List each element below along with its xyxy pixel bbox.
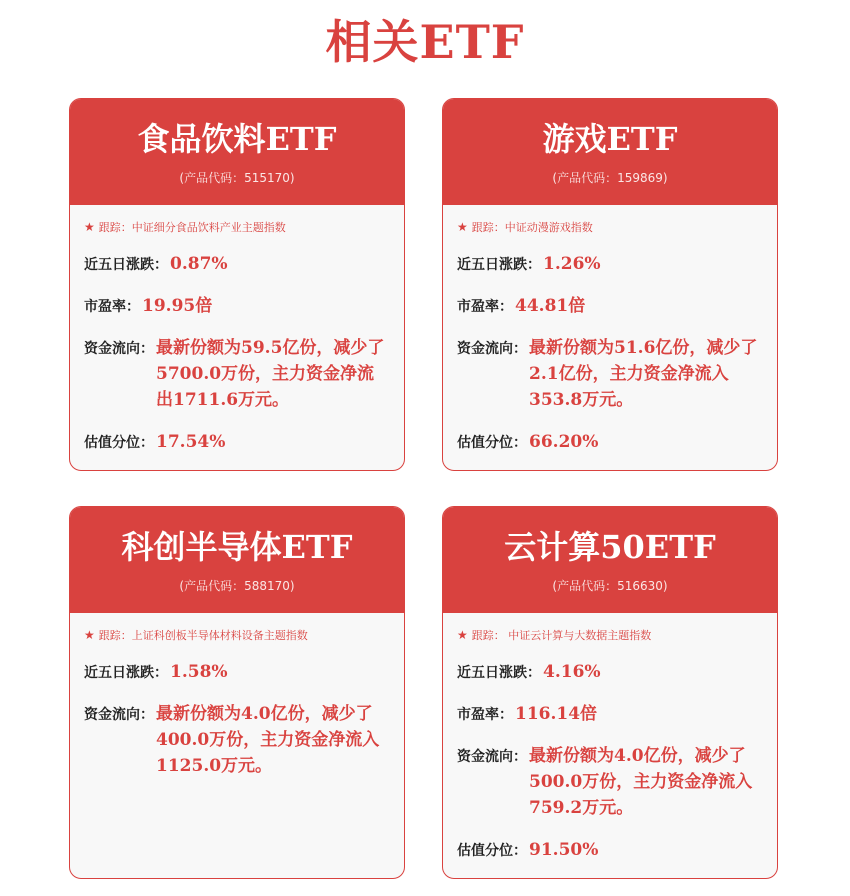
etf-card-semiconductor[interactable] [69, 506, 405, 879]
card-body [443, 205, 777, 455]
change-value: 0.87% [170, 254, 228, 274]
tracking-index [84, 627, 390, 643]
valuation-label: 估值分位： [84, 435, 154, 451]
product-code: (产品代码：159869) [552, 171, 668, 185]
card-body [443, 613, 777, 863]
fund-flow-value: 最新份额为51.6亿份，减少了2.1亿份，主力资金净流入353.8万元。 [529, 338, 758, 410]
pe-value: 44.81倍 [515, 296, 586, 316]
change-label: 近五日涨跌： [457, 665, 541, 681]
etf-card-cloud-computing[interactable] [442, 506, 778, 879]
pe-row [84, 293, 390, 319]
etf-name: 食品饮料ETF [137, 120, 337, 158]
fund-flow-row [84, 701, 390, 779]
fund-flow-label: 资金流向： [457, 749, 527, 765]
card-body [70, 613, 404, 779]
valuation-row [457, 837, 763, 863]
card-header [443, 99, 777, 205]
etf-card-gaming[interactable] [442, 98, 778, 471]
etf-card-food-beverage[interactable] [69, 98, 405, 471]
change-row [84, 251, 390, 277]
valuation-row [457, 429, 763, 455]
tracking-text: 跟踪：上证科创板半导体材料设备主题指数 [98, 629, 308, 642]
etf-name: 云计算50ETF [504, 528, 716, 566]
fund-flow-value: 最新份额为59.5亿份，减少了5700.0万份，主力资金净流出1711.6万元。 [156, 338, 385, 410]
page-title: 相关ETF [325, 15, 525, 69]
card-body [70, 205, 404, 455]
valuation-label: 估值分位： [457, 435, 527, 451]
card-header [443, 507, 777, 613]
change-value: 4.16% [543, 662, 601, 682]
change-value: 1.58% [170, 662, 228, 682]
pe-row [457, 293, 763, 319]
star-icon: ★ [84, 628, 95, 642]
change-label: 近五日涨跌： [84, 665, 168, 681]
etf-name: 游戏ETF [542, 120, 678, 158]
valuation-value: 66.20% [529, 432, 599, 452]
pe-label: 市盈率： [457, 299, 513, 315]
fund-flow-row [84, 335, 390, 413]
fund-flow-row [457, 743, 763, 821]
change-row [84, 659, 390, 685]
star-icon: ★ [457, 220, 468, 234]
pe-label: 市盈率： [457, 707, 513, 723]
valuation-row [84, 429, 390, 455]
fund-flow-label: 资金流向： [84, 341, 154, 357]
star-icon: ★ [457, 628, 468, 642]
change-row [457, 659, 763, 685]
etf-name: 科创半导体ETF [121, 528, 353, 566]
product-code: (产品代码：588170) [179, 579, 295, 593]
tracking-text: 跟踪：中证动漫游戏指数 [471, 221, 593, 234]
fund-flow-value: 最新份额为4.0亿份，减少了500.0万份，主力资金净流入759.2万元。 [529, 746, 753, 818]
tracking-index [84, 219, 390, 235]
pe-label: 市盈率： [84, 299, 140, 315]
fund-flow-value: 最新份额为4.0亿份，减少了400.0万份，主力资金净流入1125.0万元。 [156, 704, 380, 776]
tracking-index [457, 627, 763, 643]
fund-flow-label: 资金流向： [84, 707, 154, 723]
fund-flow-label: 资金流向： [457, 341, 527, 357]
product-code: (产品代码：515170) [179, 171, 295, 185]
card-header [70, 507, 404, 613]
fund-flow-row [457, 335, 763, 413]
change-row [457, 251, 763, 277]
tracking-text: 跟踪：中证细分食品饮料产业主题指数 [98, 221, 286, 234]
tracking-index [457, 219, 763, 235]
pe-value: 19.95倍 [142, 296, 213, 316]
card-header [70, 99, 404, 205]
pe-row [457, 701, 763, 727]
valuation-label: 估值分位： [457, 843, 527, 859]
change-label: 近五日涨跌： [84, 257, 168, 273]
change-label: 近五日涨跌： [457, 257, 541, 273]
pe-value: 116.14倍 [515, 704, 598, 724]
valuation-value: 91.50% [529, 840, 599, 860]
tracking-text: 跟踪： 中证云计算与大数据主题指数 [471, 629, 652, 642]
star-icon: ★ [84, 220, 95, 234]
valuation-value: 17.54% [156, 432, 226, 452]
change-value: 1.26% [543, 254, 601, 274]
product-code: (产品代码：516630) [552, 579, 668, 593]
